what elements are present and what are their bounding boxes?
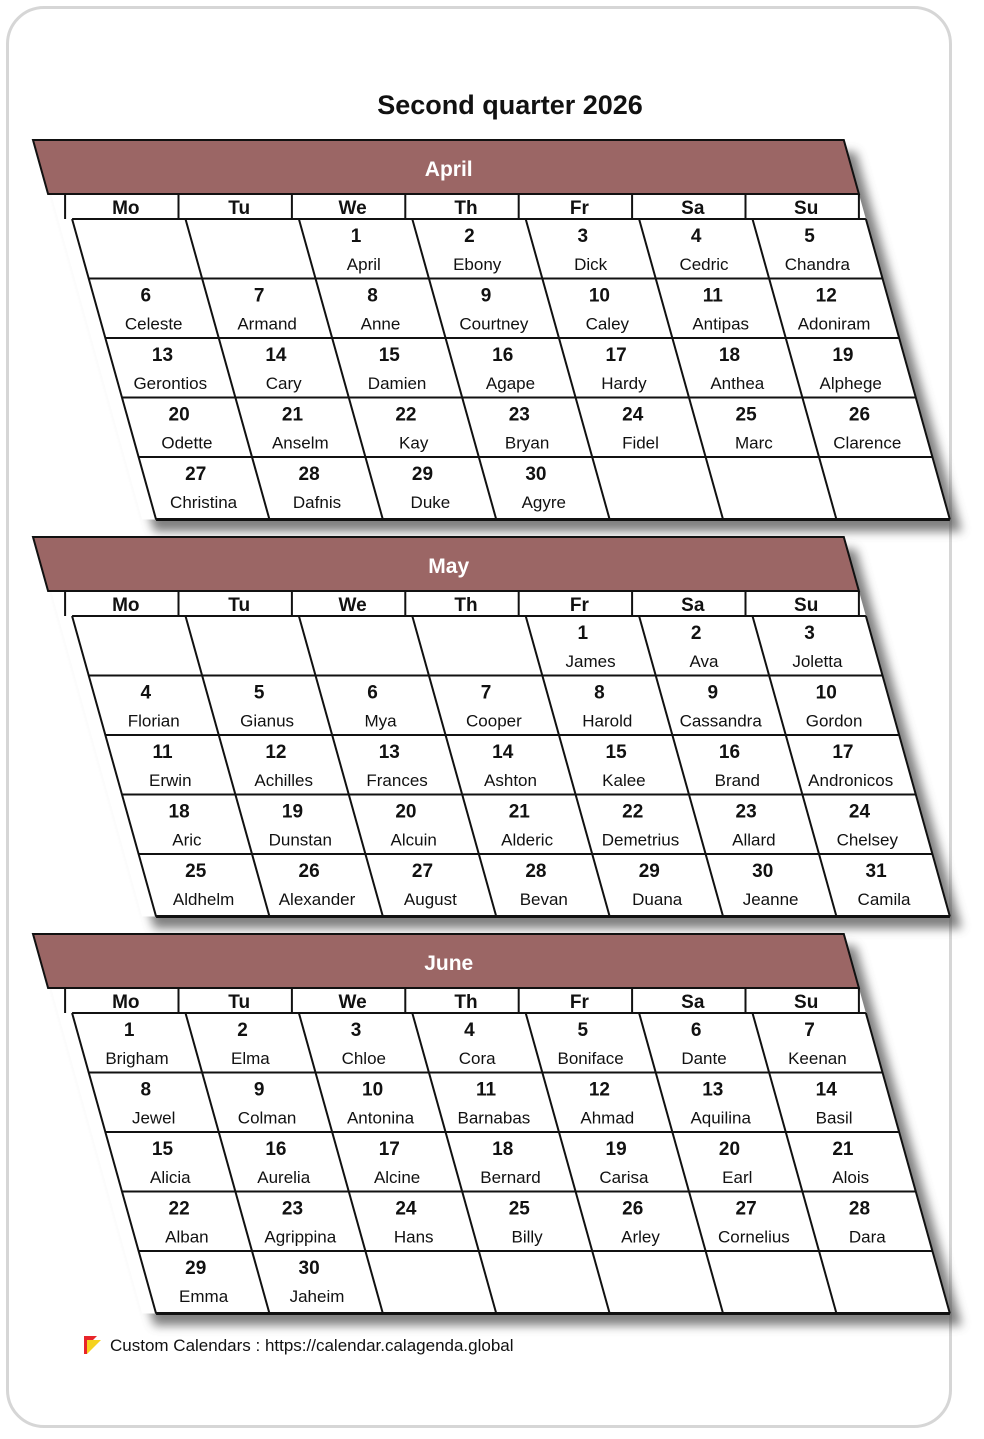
day-number: 29	[411, 464, 434, 485]
day-number: 6	[690, 1020, 702, 1041]
weekday-label: Mo	[112, 198, 140, 219]
day-number: 14	[265, 345, 287, 366]
day-number: 19	[281, 801, 304, 823]
day-number: 7	[804, 1020, 815, 1041]
day-number: 7	[480, 682, 492, 704]
day-number: 3	[804, 623, 815, 644]
day-number: 27	[411, 861, 434, 882]
day-number: 11	[702, 285, 723, 307]
day-number: 13	[378, 742, 400, 763]
saint-name: Colman	[237, 1108, 297, 1128]
day-number: 14	[492, 742, 514, 763]
day-number: 3	[577, 226, 589, 247]
day-number: 10	[588, 285, 610, 307]
month-name: April	[424, 158, 473, 181]
saint-name: Clarence	[833, 433, 902, 453]
saint-name: Agyre	[521, 493, 567, 512]
saint-name: Kalee	[602, 771, 646, 790]
saint-name: August	[403, 890, 457, 909]
day-number: 15	[378, 345, 400, 366]
day-number: 23	[735, 801, 757, 823]
day-number: 14	[815, 1079, 837, 1101]
saint-name: Chandra	[784, 255, 851, 274]
saint-name: Jewel	[131, 1108, 176, 1128]
day-number: 31	[865, 861, 887, 882]
saint-name: Florian	[127, 711, 180, 731]
day-number: 27	[185, 464, 207, 485]
saint-name: Carisa	[599, 1168, 649, 1187]
saint-name: Erwin	[149, 771, 192, 790]
weekday-label: Sa	[681, 992, 705, 1013]
saint-name: Alois	[832, 1168, 870, 1187]
saint-name: Courtney	[459, 314, 529, 334]
day-number: 24	[395, 1198, 417, 1220]
saint-name: Alphege	[819, 374, 882, 393]
day-number: 12	[588, 1079, 610, 1101]
day-number: 11	[475, 1079, 497, 1101]
saint-name: Frances	[366, 771, 428, 790]
day-number: 5	[804, 226, 815, 247]
day-number: 22	[168, 1198, 190, 1220]
saint-name: Anselm	[271, 433, 329, 453]
day-number: 27	[735, 1198, 757, 1220]
saint-name: Alban	[165, 1227, 209, 1247]
day-number: 1	[577, 623, 589, 644]
day-number: 22	[395, 404, 417, 426]
saint-name: Adoniram	[797, 314, 871, 334]
day-number: 30	[298, 1258, 320, 1279]
weekday-label: Tu	[228, 992, 251, 1013]
weekday-label: Sa	[681, 595, 705, 616]
day-number: 21	[832, 1139, 854, 1160]
saint-name: Christina	[170, 493, 238, 512]
day-number: 28	[525, 861, 547, 882]
saint-name: Damien	[367, 374, 427, 393]
day-number: 15	[605, 742, 627, 763]
saint-name: Alcuin	[390, 830, 437, 850]
day-number: 26	[848, 404, 871, 426]
saint-name: Achilles	[254, 771, 313, 790]
saint-name: Agrippina	[264, 1227, 337, 1247]
saint-name: Gordon	[805, 711, 863, 731]
weekday-label: Tu	[228, 595, 251, 616]
day-number: 8	[594, 682, 605, 704]
saint-name: Gianus	[240, 711, 295, 731]
saint-name: Boniface	[557, 1049, 624, 1068]
day-number: 15	[151, 1139, 174, 1160]
day-number: 30	[525, 464, 547, 485]
day-number: 4	[690, 226, 702, 247]
day-number: 26	[298, 861, 320, 882]
day-number: 13	[151, 345, 174, 366]
day-number: 4	[464, 1020, 475, 1041]
saint-name: Alicia	[149, 1168, 191, 1187]
weekday-label: Su	[794, 198, 819, 219]
saint-name: Gerontios	[133, 374, 208, 393]
day-number: 23	[508, 404, 530, 426]
saint-name: Elma	[231, 1049, 270, 1068]
saint-name: Marc	[735, 433, 773, 453]
saint-name: Allard	[732, 830, 776, 850]
day-number: 3	[350, 1020, 362, 1041]
saint-name: James	[565, 652, 616, 671]
day-number: 20	[168, 404, 190, 426]
day-number: 10	[362, 1079, 384, 1101]
saint-name: April	[346, 255, 381, 274]
saint-name: Ebony	[453, 255, 502, 274]
saint-name: Chloe	[341, 1049, 387, 1068]
day-number: 18	[168, 801, 190, 823]
saint-name: Odette	[161, 433, 213, 453]
saint-name: Caley	[585, 314, 630, 334]
saint-name: Cary	[265, 374, 302, 393]
day-number: 9	[253, 1079, 265, 1101]
footer-link-text[interactable]: Custom Calendars : https://calendar.calagenda.global	[110, 1336, 514, 1355]
day-number: 5	[253, 682, 265, 704]
saint-name: Barnabas	[457, 1108, 531, 1128]
day-number: 12	[815, 285, 837, 307]
saint-name: Celeste	[124, 314, 183, 334]
day-number: 22	[622, 801, 644, 823]
day-number: 10	[815, 682, 837, 704]
saint-name: Kay	[399, 433, 429, 453]
saint-name: Chelsey	[836, 830, 899, 850]
calendar-logo-icon	[84, 1336, 104, 1356]
day-number: 8	[367, 285, 378, 307]
weekday-label: Fr	[569, 992, 589, 1013]
saint-name: Keenan	[788, 1049, 847, 1068]
day-number: 16	[265, 1139, 287, 1160]
day-number: 25	[735, 404, 757, 426]
day-number: 11	[152, 742, 173, 763]
saint-name: Cooper	[466, 711, 522, 731]
day-number: 2	[464, 226, 475, 247]
day-number: 21	[281, 404, 304, 426]
saint-name: Ahmad	[580, 1108, 635, 1128]
saint-name: Ashton	[484, 771, 537, 790]
day-number: 23	[281, 1198, 304, 1220]
day-number: 2	[237, 1020, 248, 1041]
saint-name: Jaheim	[289, 1287, 345, 1306]
day-number: 1	[123, 1020, 135, 1041]
footer	[84, 1334, 514, 1358]
weekday-label: We	[338, 992, 367, 1013]
saint-name: Bryan	[504, 433, 550, 453]
saint-name: Mya	[364, 711, 397, 731]
day-number: 2	[690, 623, 702, 644]
day-number: 1	[350, 226, 362, 247]
day-number: 20	[395, 801, 417, 823]
day-number: 8	[140, 1079, 152, 1101]
saint-name: Antonina	[346, 1108, 415, 1128]
day-number: 21	[508, 801, 530, 823]
saint-name: Aldhelm	[172, 890, 235, 909]
saint-name: Anthea	[710, 374, 765, 393]
weekday-label: Sa	[681, 198, 705, 219]
weekday-label: Th	[454, 198, 478, 219]
weekday-label: Fr	[569, 595, 589, 616]
weekday-label: We	[338, 595, 367, 616]
saint-name: Basil	[815, 1108, 853, 1128]
day-number: 13	[702, 1079, 724, 1101]
day-number: 5	[577, 1020, 589, 1041]
day-number: 30	[752, 861, 774, 882]
day-number: 17	[378, 1139, 400, 1160]
day-number: 25	[185, 861, 207, 882]
saint-name: Brigham	[105, 1049, 169, 1068]
day-number: 28	[298, 464, 320, 485]
saint-name: Emma	[179, 1287, 229, 1306]
day-number: 16	[718, 742, 741, 763]
day-number: 9	[707, 682, 719, 704]
day-number: 16	[492, 345, 514, 366]
day-number: 18	[718, 345, 741, 366]
day-number: 28	[848, 1198, 871, 1220]
day-number: 24	[622, 404, 644, 426]
weekday-label: Th	[454, 992, 478, 1013]
weekday-label: We	[338, 198, 367, 219]
page-title: Second quarter 2026	[377, 90, 643, 120]
saint-name: Brand	[714, 771, 760, 790]
day-number: 20	[718, 1139, 741, 1160]
saint-name: Cedric	[679, 255, 729, 274]
saint-name: Dafnis	[292, 493, 342, 512]
saint-name: Bernard	[480, 1168, 541, 1187]
day-number: 19	[605, 1139, 627, 1160]
day-number: 17	[832, 742, 854, 763]
weekday-label: Fr	[569, 198, 589, 219]
weekday-label: Mo	[112, 595, 140, 616]
weekday-label: Th	[454, 595, 478, 616]
day-number: 29	[638, 861, 660, 882]
saint-name: Hardy	[601, 374, 647, 393]
day-number: 24	[848, 801, 871, 823]
month-name: May	[428, 555, 470, 578]
saint-name: Armand	[237, 314, 297, 334]
saint-name: Cassandra	[679, 711, 762, 731]
weekday-label: Tu	[228, 198, 251, 219]
weekday-label: Su	[794, 992, 819, 1013]
saint-name: Bevan	[519, 890, 568, 909]
saint-name: Jeanne	[742, 890, 799, 909]
saint-name: Dante	[681, 1049, 727, 1068]
saint-name: Duana	[632, 890, 683, 909]
saint-name: Aquilina	[690, 1108, 751, 1128]
day-number: 6	[140, 285, 152, 307]
saint-name: Harold	[582, 711, 633, 731]
day-number: 9	[480, 285, 492, 307]
weekday-label: Mo	[112, 992, 140, 1013]
saint-name: Earl	[722, 1168, 753, 1187]
saint-name: Anne	[360, 314, 401, 334]
day-number: 6	[367, 682, 378, 704]
saint-name: Alderic	[501, 830, 554, 850]
saint-name: Antipas	[692, 314, 750, 334]
day-number: 7	[253, 285, 265, 307]
saint-name: Andronicos	[808, 771, 894, 790]
saint-name: Hans	[393, 1227, 434, 1247]
saint-name: Camila	[857, 890, 911, 909]
saint-name: Cornelius	[717, 1227, 790, 1247]
day-number: 4	[140, 682, 152, 704]
weekday-label: Su	[794, 595, 819, 616]
saint-name: Dunstan	[268, 830, 332, 850]
day-number: 12	[265, 742, 287, 763]
saint-name: Cora	[458, 1049, 496, 1068]
day-number: 25	[508, 1198, 530, 1220]
saint-name: Billy	[511, 1227, 543, 1247]
saint-name: Agape	[485, 374, 536, 393]
saint-name: Fidel	[622, 433, 659, 453]
saint-name: Dara	[848, 1227, 886, 1247]
day-number: 18	[492, 1139, 514, 1160]
saint-name: Demetrius	[601, 830, 680, 850]
saint-name: Alcine	[373, 1168, 421, 1187]
day-number: 29	[185, 1258, 207, 1279]
saint-name: Aric	[172, 830, 202, 850]
saint-name: Duke	[410, 493, 451, 512]
saint-name: Alexander	[278, 890, 356, 909]
saint-name: Dick	[574, 255, 608, 274]
month-name: June	[424, 952, 474, 975]
saint-name: Ava	[689, 652, 719, 671]
saint-name: Aurelia	[257, 1168, 311, 1187]
saint-name: Joletta	[792, 652, 843, 671]
day-number: 26	[622, 1198, 644, 1220]
saint-name: Arley	[621, 1227, 660, 1247]
day-number: 19	[832, 345, 854, 366]
day-number: 17	[605, 345, 627, 366]
